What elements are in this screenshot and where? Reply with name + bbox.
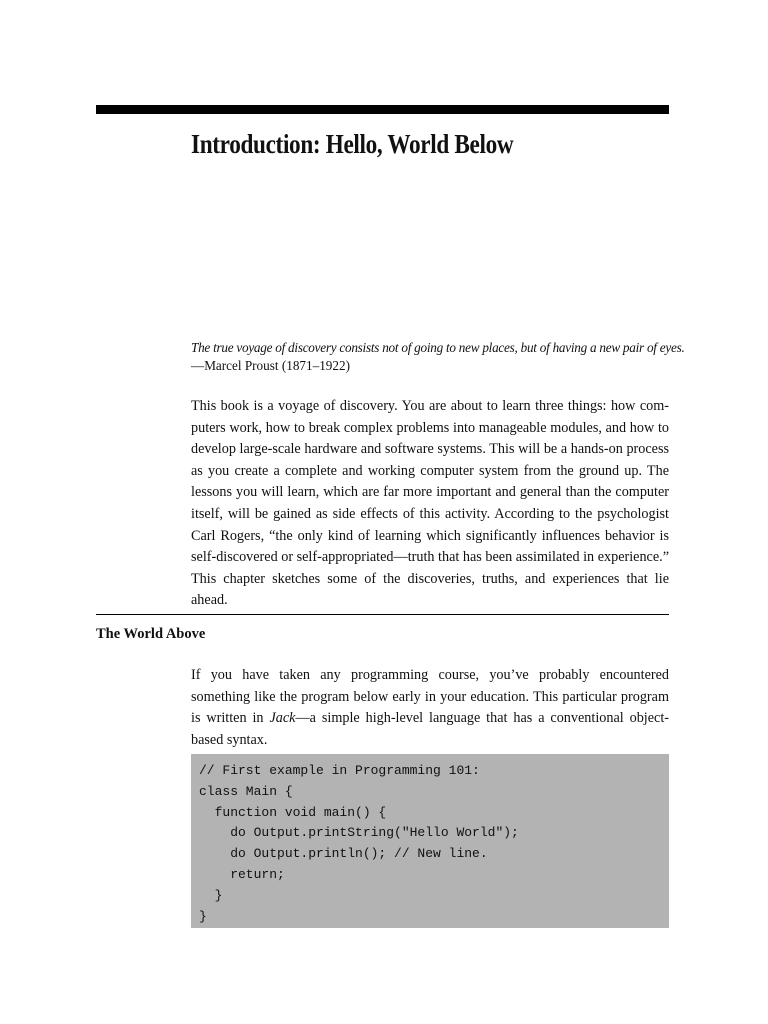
code-line: class Main {: [199, 783, 293, 799]
chapter-top-rule: [96, 105, 669, 114]
section-paragraph-before: If you have taken any programming course, you’ve probably encountered something like the program below early in your education. This particular program is written in: [191, 667, 669, 727]
section-paragraph: [191, 665, 669, 751]
epigraph-quote: The true voyage of discovery consists not of going to new places, but of having a new pair of eyes.: [191, 340, 685, 355]
code-line: function void main() {: [199, 804, 387, 820]
code-line: do Output.println(); // New line.: [199, 846, 488, 862]
section-paragraph-after: —a simple high-level language that has a conventional object-based syntax.: [191, 710, 670, 748]
epigraph: [191, 339, 685, 375]
intro-paragraph: This book is a voyage of discovery. You are about to learn three things: how computers work, how to break complex problems into manageable modules, and how to develop large-scale hardware and software systems. This will be a hands-on process as you create a complete and working computer system from the ground up. The lessons you will learn, which are far more important and general than the computer itself, will be gained as side effects of this activity. According to the psychologist Carl Rogers, “the only kind of learning which significantly influences behavior is self-discovered or self-appropriated—truth that has been assimilated in experience.” This chapter sketches some of the discoveries, truths, and experiences that lie ahead.: [191, 398, 669, 609]
section-heading: The World Above: [96, 626, 206, 642]
epigraph-author: —Marcel Proust (1871–1922): [191, 358, 350, 373]
code-line: do Output.printString("Hello World");: [199, 825, 519, 841]
section-rule: [96, 614, 669, 615]
code-line: return;: [199, 866, 285, 882]
code-line: }: [199, 908, 207, 924]
chapter-title: Introduction: Hello, World Below: [191, 129, 514, 159]
language-name: Jack: [269, 710, 296, 727]
code-listing: [191, 754, 669, 928]
code-line: // First example in Programming 101:: [199, 763, 480, 778]
code-line: }: [199, 887, 223, 903]
